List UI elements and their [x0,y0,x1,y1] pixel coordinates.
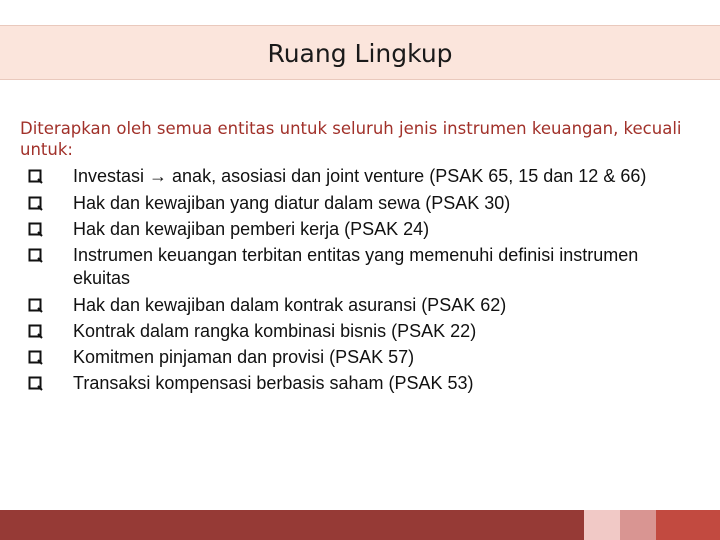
list-item-text: Hak dan kewajiban yang diatur dalam sewa (PSAK 30) [73,193,511,213]
footer-segment-light [584,510,620,540]
list-item [28,346,688,369]
list-item-text: Transaksi kompensasi berbasis saham (PSAK 53) [73,373,474,393]
checkbox-bullet-icon [28,169,43,184]
intro-text: Diterapkan oleh semua entitas untuk seluruh jenis instrumen keuangan, kecuali untuk: [20,119,682,159]
slide-title: Ruang Lingkup [267,39,453,68]
top-margin [0,0,720,25]
checkbox-bullet-icon [28,248,43,263]
list-item-text: Komitmen pinjaman dan provisi (PSAK 57) [73,347,415,367]
list-item [28,320,688,343]
footer-segment-accent [656,510,720,540]
title-band [0,25,720,80]
list-item-text: Instrumen keuangan terbitan entitas yang memenuhi definisi instrumen ekuitas [73,245,639,288]
list-item-text: Hak dan kewajiban dalam kontrak asuransi (PSAK 62) [73,295,507,315]
checkbox-bullet-icon [28,376,43,391]
checkbox-bullet-icon [28,298,43,313]
list-item [28,294,688,317]
checkbox-bullet-icon [28,222,43,237]
exclusion-list [28,165,688,398]
footer-bar [0,510,720,540]
list-item-text: Hak dan kewajiban pemberi kerja (PSAK 24) [73,219,430,239]
list-item-text: Investasi → anak, asosiasi dan joint venture (PSAK 65, 15 dan 12 & 66) [73,166,647,186]
footer-segment-mid [620,510,656,540]
list-item [28,372,688,395]
list-item [28,244,688,290]
list-item [28,218,688,241]
list-item [28,192,688,215]
list-item-text: Kontrak dalam rangka kombinasi bisnis (PSAK 22) [73,321,477,341]
checkbox-bullet-icon [28,350,43,365]
footer-segment-dark [0,510,584,540]
checkbox-bullet-icon [28,196,43,211]
list-item [28,165,688,188]
checkbox-bullet-icon [28,324,43,339]
